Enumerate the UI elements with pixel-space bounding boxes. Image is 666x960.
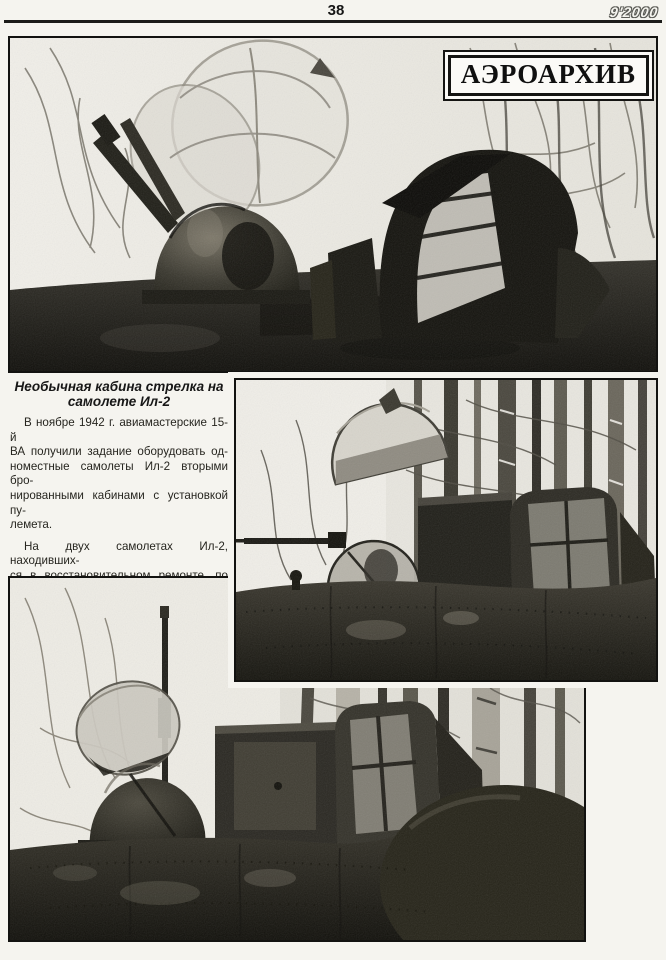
section-header-box bbox=[443, 50, 654, 101]
article-title: Необычная кабина стрелка на самолете Ил-2 bbox=[14, 379, 224, 409]
article-paragraph-2: На двух самолетах Ил-2, находивших- bbox=[10, 539, 228, 568]
article-paragraph-1: В ноябре 1942 г. авиамастерские 15-й ВА получили задание оборудовать од- номестные самолеты Ил-2 вторыми бро- нированными кабинами с установкой пу- лемета. bbox=[10, 416, 228, 532]
photo-turret-side-frame bbox=[228, 372, 664, 688]
photo-turret-side bbox=[234, 378, 658, 682]
magazine-masthead: АВИАЦИЯ и КОСМОНАВТИКА bbox=[7, 3, 256, 20]
page-number: 38 bbox=[327, 2, 345, 19]
header-rule bbox=[4, 20, 662, 23]
issue-number: 9'2000 bbox=[608, 4, 660, 20]
section-label: АЭРОАРХИВ bbox=[460, 59, 636, 89]
